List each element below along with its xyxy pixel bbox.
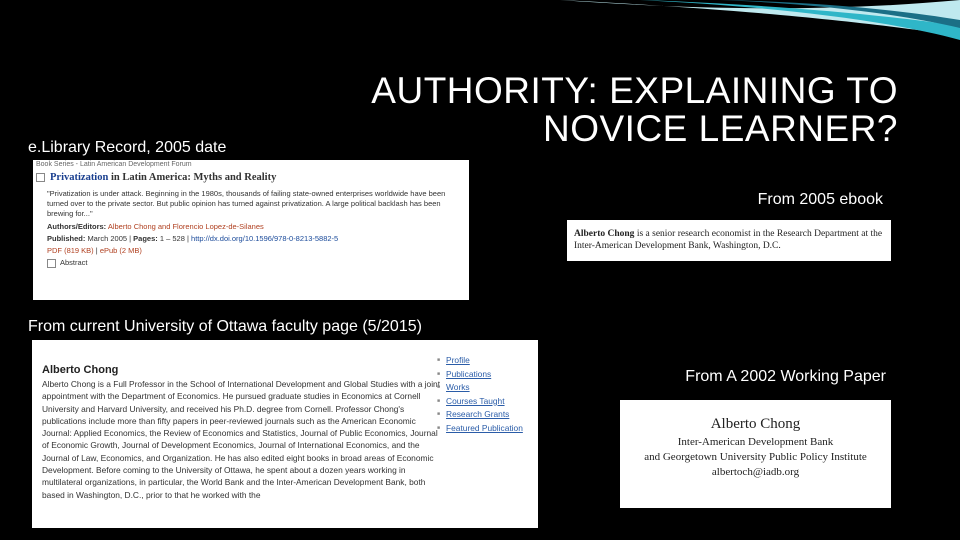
published-value: March 2005 — [87, 234, 128, 243]
select-checkbox[interactable] — [36, 173, 45, 182]
authors-row — [47, 222, 469, 231]
nav-link-grants[interactable]: ■ Research Grants — [437, 409, 523, 423]
epub-link[interactable]: ePub (2 MB) — [99, 246, 142, 255]
ebook-bio-screenshot — [567, 220, 891, 261]
abstract-toggle[interactable]: Abstract — [60, 258, 88, 267]
caption-working-paper: From A 2002 Working Paper — [685, 368, 886, 385]
slide-title-line2: NOVICE LEARNER? — [543, 108, 898, 149]
record-title[interactable] — [50, 172, 276, 183]
faculty-nav — [437, 355, 523, 436]
title-rest: in Latin America: Myths and Reality — [108, 172, 277, 183]
abstract-text: "Privatization is under attack. Beginning in the 1980s, thousands of failing state-owned enterprises worldwide have been turned over to the private sector. But public opinion has turned against privatization. A large political backlash has been brewing for..." — [47, 189, 446, 218]
faculty-bio: Alberto Chong is a Full Professor in the School of International Development and Global Studies with a joint appointment with the Department of Economics. He pursued graduate studies in Economics at Cornell University and Harvard University, and received his Ph.D. degree from Cornell. Professor Chong's publications include more than fifty papers in peer-reviewed journals such as the American Economic Journal: Applied Economics, the Review of Economics and Statistics, Journal of Public Economics, Journal of Economic Growth, Journal of Development Economics, Journal of International Economics, and the Journal of Law, Economics, and Organization. He has also edited eight books in broad areas of Economic Development. Before coming to the University of Ottawa, he spent about a dozen years working in multilateral organizations, in particular, the World Bank and the Inter-American Development Bank, both based in Washington, D.C., prior to that he worked with the — [42, 379, 441, 500]
working-paper-screenshot — [620, 400, 891, 508]
swoosh-band-light — [560, 0, 960, 36]
caption-elibrary: e.Library Record, 2005 date — [28, 139, 227, 156]
authors-link[interactable]: Alberto Chong and Florencio Lopez-de-Silanes — [107, 222, 264, 231]
wp-email: albertoch@iadb.org — [711, 466, 800, 478]
nav-link-works[interactable]: ■ Works — [437, 382, 523, 396]
ebook-bio-text: is a senior research economist in the Research Department at the Inter-American Development Bank, Washington, D.C. — [574, 229, 883, 251]
nav-link-profile[interactable]: ■ Profile — [437, 355, 523, 369]
doi-link[interactable]: http://dx.doi.org/10.1596/978-0-8213-5882-5 — [191, 234, 339, 243]
pdf-link[interactable]: PDF (819 KB) — [47, 246, 94, 255]
caption-faculty: From current University of Ottawa faculty page (5/2015) — [28, 318, 422, 335]
nav-link-courses[interactable]: ■ Courses Taught — [437, 396, 523, 410]
decorative-swoosh — [0, 0, 960, 60]
wp-affiliation-2: and Georgetown University Public Policy Institute — [644, 451, 867, 463]
wp-author-name: Alberto Chong — [710, 416, 801, 432]
nav-link-featured[interactable]: ■ Featured Publication — [437, 423, 523, 437]
title-highlight: Privatization — [50, 172, 109, 183]
authors-label: Authors/Editors: — [47, 222, 107, 231]
breadcrumb[interactable]: Book Series - Latin American Development Forum — [36, 161, 192, 168]
expand-icon[interactable] — [47, 259, 56, 268]
caption-ebook: From 2005 ebook — [757, 191, 883, 208]
faculty-name: Alberto Chong — [42, 364, 119, 376]
published-row: Published: March 2005 | Pages: 1 – 528 | http://dx.doi.org/10.1596/978-0-8213-5882-5 — [47, 234, 339, 243]
slide-title — [298, 72, 898, 148]
pages-label: Pages: — [133, 234, 158, 243]
record-header — [36, 172, 469, 183]
wp-affiliation-1: Inter-American Development Bank — [677, 436, 834, 448]
faculty-page-screenshot — [32, 340, 538, 528]
downloads-row: PDF (819 KB) | ePub (2 MB) — [47, 246, 142, 255]
nav-link-publications[interactable]: ■ Publications — [437, 369, 523, 383]
published-label: Published: — [47, 234, 86, 243]
pages-value: 1 – 528 — [159, 234, 185, 243]
ebook-author-name: Alberto Chong — [574, 229, 635, 239]
abstract-toggle-row — [47, 258, 469, 268]
elibrary-record-screenshot — [33, 160, 469, 300]
slide-title-line1: AUTHORITY: EXPLAINING TO — [371, 70, 898, 111]
